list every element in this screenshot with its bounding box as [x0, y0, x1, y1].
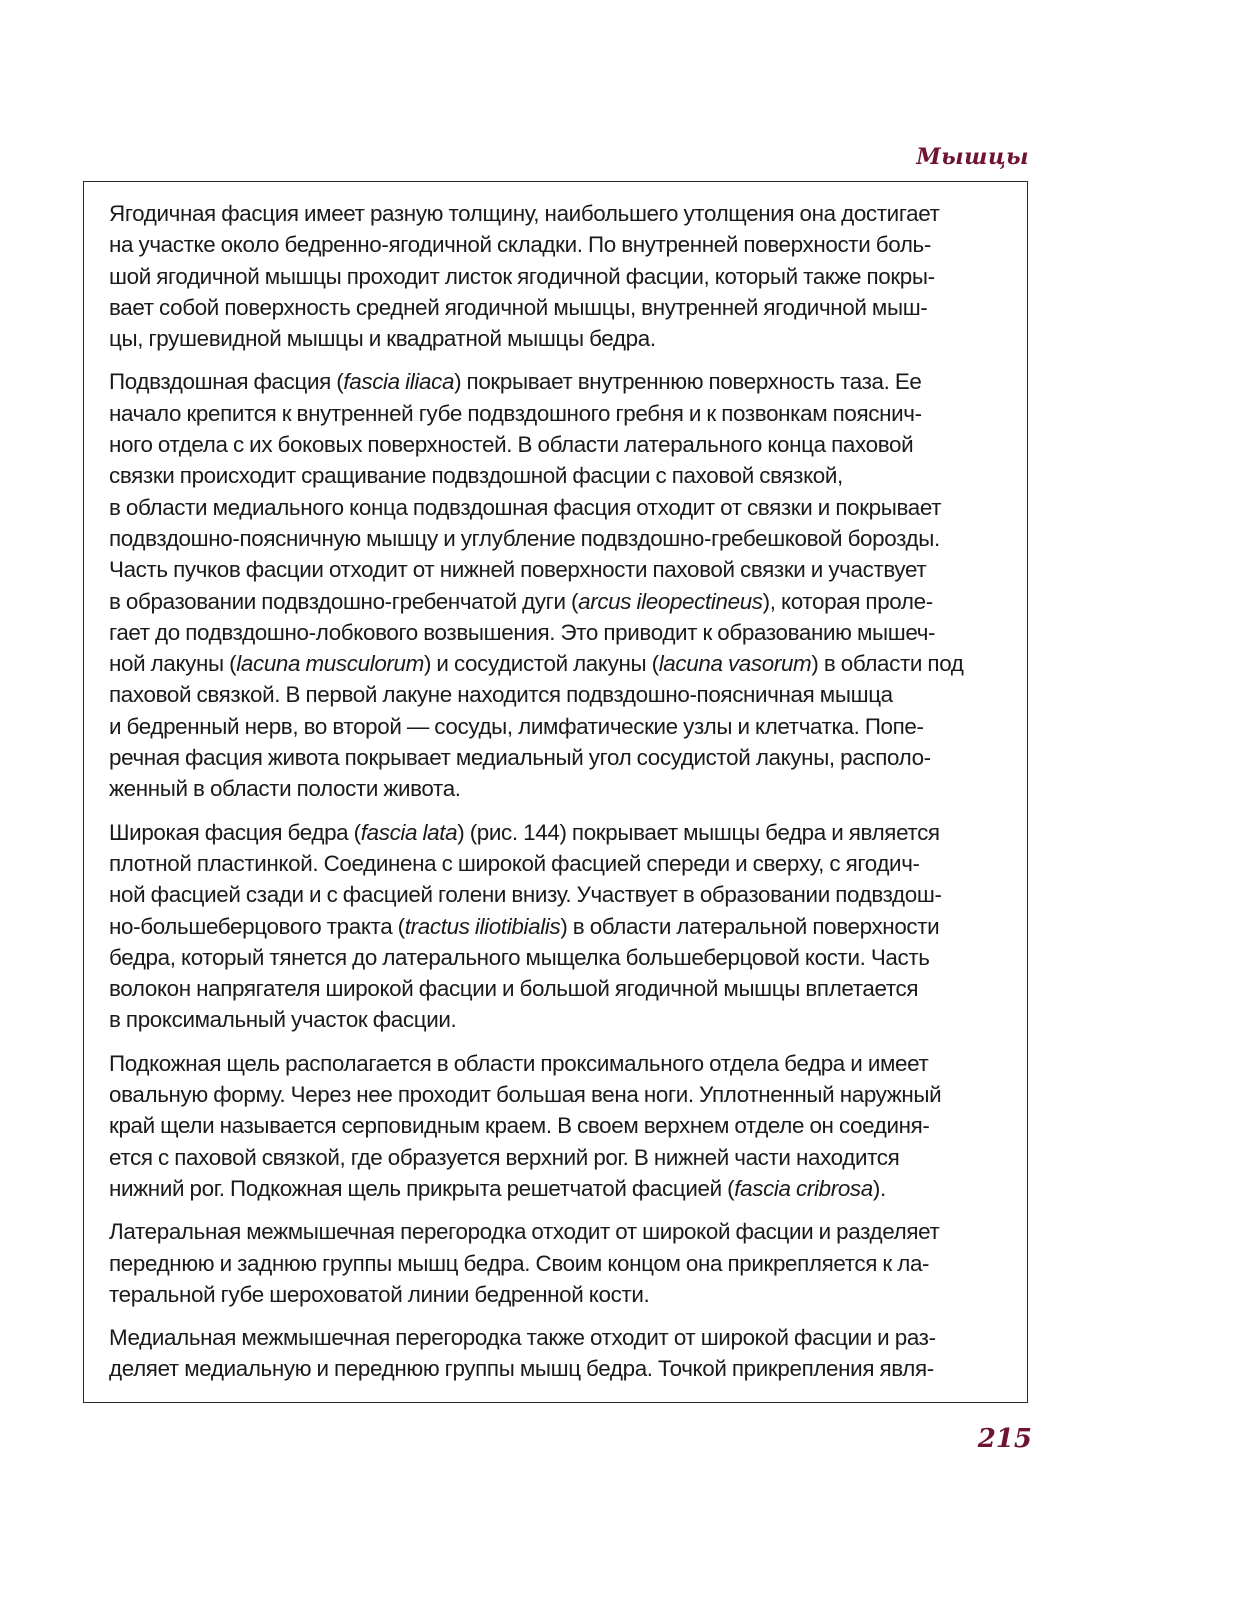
paragraph: [109, 817, 1001, 1036]
text-line: Широкая фасция бедра (fascia lata) (рис. 144) покрывает мышцы бедра и является: [109, 819, 940, 845]
text-line: но-большеберцового тракта (tractus iliotibialis) в области латеральной поверхности: [109, 913, 940, 939]
text-line: вает собой поверхность средней ягодичной мышцы, внутренней ягодичной мыш-: [109, 294, 928, 320]
text-line: плотной пластинкой. Соединена с широкой фасцией спереди и сверху, с ягодич-: [109, 850, 920, 876]
paragraph: [109, 1322, 1001, 1385]
page-number: 215: [977, 1424, 1032, 1454]
text-line: на участке около бедренно-ягодичной складки. По внутренней поверхности боль-: [109, 232, 931, 258]
text-line: бедра, который тянется до латерального мыщелка большеберцовой кости. Часть: [109, 944, 930, 970]
text-frame: [83, 181, 1028, 1403]
text-line: Подвздошная фасция (fascia iliaca) покрывает внутреннюю поверхность таза. Ее: [109, 369, 922, 395]
text-line: деляет медиальную и переднюю группы мышц бедра. Точкой прикрепления явля-: [109, 1356, 934, 1382]
text-line: ной лакуны (lacuna musculorum) и сосудистой лакуны (lacuna vasorum) в области под: [109, 651, 964, 677]
running-title: Мышцы: [916, 144, 1029, 170]
paragraph: [109, 1216, 1001, 1310]
text-line: подвздошно-поясничную мышцу и углубление подвздошно-гребешковой борозды.: [109, 525, 940, 551]
text-line: Латеральная межмышечная перегородка отходит от широкой фасции и разделяет: [109, 1219, 940, 1245]
text-line: переднюю и заднюю группы мышц бедра. Своим концом она прикрепляется к ла-: [109, 1250, 930, 1276]
paragraph: [109, 198, 1001, 354]
text-line: овальную форму. Через нее проходит большая вена ноги. Уплотненный наружный: [109, 1082, 942, 1108]
text-line: Ягодичная фасция имеет разную толщину, наибольшего утолщения она достигает: [109, 201, 940, 226]
text-line: теральной губе шероховатой линии бедренной кости.: [109, 1281, 650, 1307]
paragraph: [109, 1048, 1001, 1204]
text-line: край щели называется серповидным краем. В своем верхнем отделе он соединя-: [109, 1113, 930, 1139]
text-line: и бедренный нерв, во второй — сосуды, лимфатические узлы и клетчатка. Попе-: [109, 713, 924, 739]
text-line: в проксимальный участок фасции.: [109, 1007, 457, 1033]
text-line: Подкожная щель располагается в области проксимального отдела бедра и имеет: [109, 1050, 929, 1076]
text-line: в образовании подвздошно-гребенчатой дуги (arcus ileopectineus), которая проле-: [109, 588, 933, 614]
text-line: шой ягодичной мышцы проходит листок ягодичной фасции, который также покры-: [109, 263, 935, 289]
text-line: Часть пучков фасции отходит от нижней поверхности паховой связки и участвует: [109, 557, 927, 583]
text-line: ной фасцией сзади и с фасцией голени внизу. Участвует в образовании подвздош-: [109, 882, 942, 908]
text-line: паховой связкой. В первой лакуне находится подвздошно-поясничная мышца: [109, 682, 893, 708]
text-line: нижний рог. Подкожная щель прикрыта решетчатой фасцией (fascia cribrosa).: [109, 1175, 886, 1201]
text-line: в области медиального конца подвздошная фасция отходит от связки и покрывает: [109, 494, 942, 520]
body-text: [109, 198, 1001, 1385]
paragraph: [109, 366, 1001, 804]
text-line: Медиальная межмышечная перегородка также отходит от широкой фасции и раз-: [109, 1325, 936, 1351]
text-line: гает до подвздошно-лобкового возвышения. Это приводит к образованию мышеч-: [109, 619, 936, 645]
text-line: ного отдела с их боковых поверхностей. В области латерального конца паховой: [109, 432, 914, 458]
text-line: связки происходит сращивание подвздошной фасции с паховой связкой,: [109, 463, 843, 489]
text-line: женный в области полости живота.: [109, 776, 461, 802]
text-line: речная фасция живота покрывает медиальный угол сосудистой лакуны, располо-: [109, 745, 931, 771]
text-line: цы, грушевидной мышцы и квадратной мышцы бедра.: [109, 326, 656, 352]
text-line: волокон напрягателя широкой фасции и большой ягодичной мышцы вплетается: [109, 976, 919, 1002]
text-line: ется с паховой связкой, где образуется верхний рог. В нижней части находится: [109, 1144, 900, 1170]
text-line: начало крепится к внутренней губе подвздошного гребня и к позвонкам пояснич-: [109, 400, 922, 426]
